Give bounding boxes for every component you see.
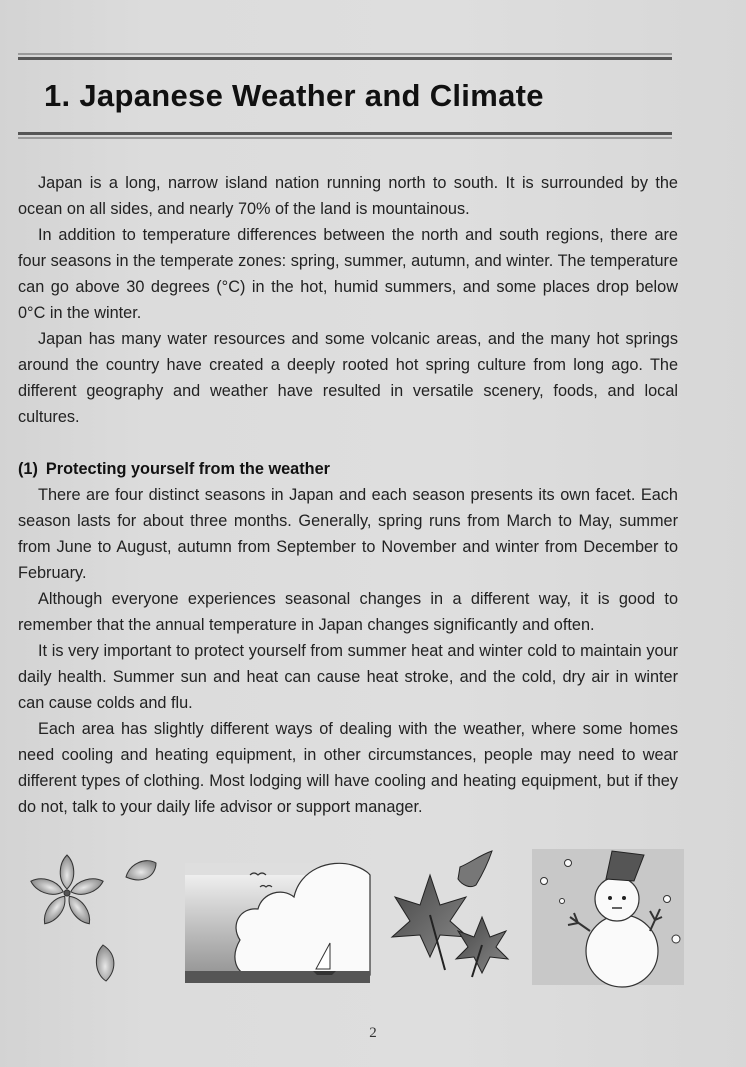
section-title: Protecting yourself from the weather <box>45 460 330 478</box>
section-heading <box>18 456 678 482</box>
section-number: (1) <box>18 460 38 478</box>
maple-leaves-icon <box>392 851 508 977</box>
intro-paragraph-3: Japan has many water resources and some volcanic areas, and the many hot springs around the country have created a deeply rooted hot spring culture from long ago. The different geography and weather have resulted in versatile scenery, foods, and local cultures. <box>18 330 678 426</box>
section-paragraph-3: It is very important to protect yourself from summer heat and winter cold to maintain your daily health. Summer sun and heat can cause heat stroke, and the cold, dry air in winter can cause colds and flu. <box>18 642 678 712</box>
page-title <box>44 78 544 114</box>
intro-paragraph-1: Japan is a long, narrow island nation running north to south. It is surrounded by the ocean on all sides, and nearly 70% of the land is mountainous. <box>18 174 678 218</box>
snowman-icon <box>532 849 684 987</box>
title-rule-top <box>18 53 672 62</box>
intro-paragraph-2: In addition to temperature differences between the north and south regions, there are four seasons in the temperate zones: spring, summer, autumn, and winter. The temperature can go above 30 degrees (°C) in the hot, humid summers, and some places drop below 0°C in the winter. <box>18 226 678 322</box>
title-text: Japanese Weather and Climate <box>79 78 544 113</box>
title-rule-bottom <box>18 132 672 141</box>
section-paragraph-1: There are four distinct seasons in Japan and each season presents its own facet. Each season lasts for about three months. Generally, spring runs from March to May, summer from June to August, autumn from September to November and winter from December to February. <box>18 486 678 582</box>
section-paragraph-2: Although everyone experiences seasonal changes in a different way, it is good to remember that the annual temperature in Japan changes significantly and often. <box>18 590 678 634</box>
body-text <box>18 170 678 820</box>
title-number: 1. <box>44 78 71 113</box>
summer-seaside-icon <box>185 863 370 983</box>
section-paragraph-4: Each area has slightly different ways of dealing with the weather, where some homes need cooling and heating equipment, in other circumstances, people may need to wear different types of clothing. Most lodging will have cooling and heating equipment, but if they do not, talk to your daily life advisor or support manager. <box>18 720 678 816</box>
page-number: 2 <box>369 1025 377 1041</box>
cherry-blossom-icon <box>29 855 156 981</box>
seasons-illustrations <box>0 845 746 995</box>
